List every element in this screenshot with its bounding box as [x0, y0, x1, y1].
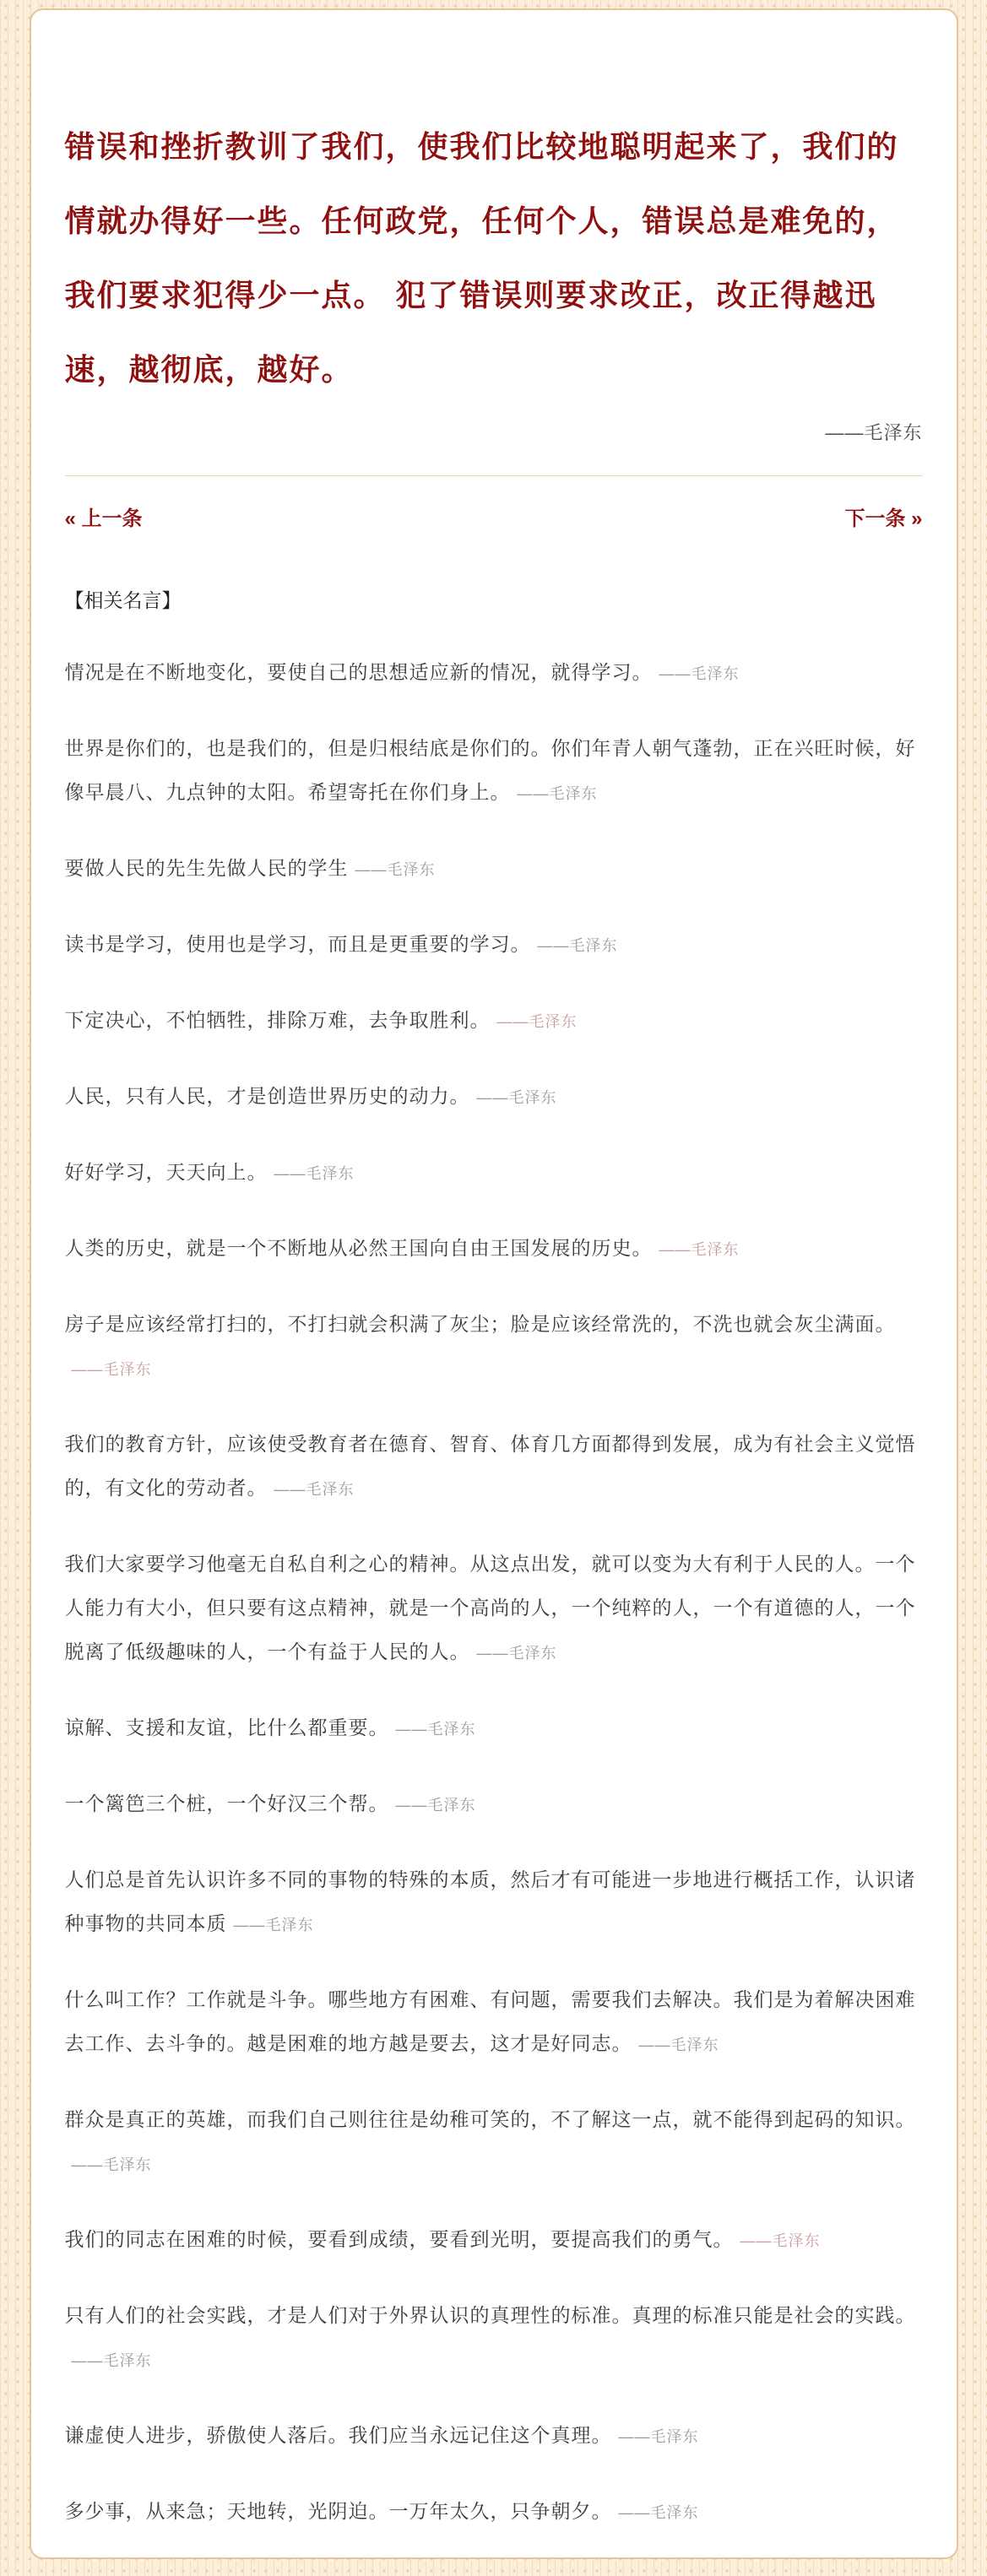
- quote-author-link[interactable]: ——毛泽东: [274, 1165, 355, 1182]
- quote-text: 情况是在不断地变化，要使自己的思想适应新的情况，就得学习。: [64, 661, 653, 683]
- hero-quote: [65, 110, 923, 407]
- quote-item: [65, 2097, 923, 2187]
- quote-text: 下定决心，不怕牺牲，排除万难，去争取胜利。: [64, 1009, 491, 1031]
- quote-item: [65, 846, 923, 892]
- quote-author-link[interactable]: ——毛泽东: [71, 2352, 152, 2369]
- quote-author-link[interactable]: ——毛泽东: [395, 1721, 476, 1738]
- related-section-title: 【相关名言】: [64, 589, 182, 611]
- quote-text: 多少事，从来急；天地转，光阴迫。一万年太久，只争朝夕。: [64, 2500, 612, 2522]
- quote-author-link[interactable]: ——毛泽东: [537, 937, 618, 954]
- quote-author-link[interactable]: ——毛泽东: [355, 861, 436, 878]
- quote-item: [65, 2217, 923, 2263]
- page-background: [0, 8, 987, 2576]
- hero-quote-line: 错误和挫折教训了我们，使我们比较地聪明起来了，我们的: [64, 129, 899, 164]
- quote-author-link[interactable]: ——毛泽东: [659, 665, 740, 682]
- quote-text: 谅解、支援和友谊，比什么都重要。: [64, 1716, 389, 1738]
- quote-text: 世界是你们的，也是我们的，但是归根结底是你们的。你们年青人朝气蓬勃，正在兴旺时候，好像早晨八、九点钟的太阳。希望寄托在你们身上。: [64, 737, 916, 803]
- section-divider: [65, 475, 923, 476]
- quote-text: 一个篱笆三个桩，一个好汉三个帮。: [64, 1792, 389, 1814]
- quote-item: [65, 2413, 923, 2459]
- quote-text: 人们总是首先认识许多不同的事物的特殊的本质，然后才有可能进一步地进行概括工作，认识诸种事物的共同本质: [64, 1868, 916, 1934]
- quote-author-link[interactable]: ——毛泽东: [638, 2036, 719, 2053]
- quote-author-link[interactable]: ——毛泽东: [476, 1089, 557, 1106]
- hero-quote-line: 我们要求犯得少一点。 犯了错误则要求改正，改正得越迅: [64, 278, 877, 312]
- quote-item: [65, 1542, 923, 1675]
- quote-item: [65, 1857, 923, 1947]
- quote-text: 人民，只有人民，才是创造世界历史的动力。: [64, 1085, 470, 1107]
- quote-item: [65, 1226, 923, 1272]
- quote-text: 我们大家要学习他毫无自私自利之心的精神。从这点出发，就可以变为大有利于人民的人。一个人能力有大小，但只要有这点精神，就是一个高尚的人，一个纯粹的人，一个有道德的人，一个脱离了低级趣味的人，一个有益于人民的人。: [64, 1553, 916, 1662]
- quote-text: 谦虚使人进步，骄傲使人落后。我们应当永远记住这个真理。: [64, 2424, 612, 2446]
- quote-text: 房子是应该经常打扫的，不打扫就会积满了灰尘；脸是应该经常洗的，不洗也就会灰尘满面。: [64, 1313, 896, 1335]
- quote-author-link[interactable]: ——毛泽东: [618, 2428, 699, 2445]
- hero-quote-line: 速，越彻底，越好。: [64, 352, 354, 387]
- prev-link[interactable]: « 上一条: [64, 507, 143, 530]
- hero-quote-line: 情就办得好一些。任何政党，任何个人，错误总是难免的，: [64, 203, 899, 238]
- quote-item: [65, 650, 923, 696]
- pagination-nav: [65, 502, 923, 531]
- quote-item: [65, 1150, 923, 1196]
- quote-item: [65, 1706, 923, 1751]
- quote-text: 好好学习，天天向上。: [64, 1161, 268, 1183]
- next-link[interactable]: 下一条 »: [844, 507, 923, 530]
- quote-text: 读书是学习，使用也是学习，而且是更重要的学习。: [64, 933, 531, 955]
- quote-text: 要做人民的先生先做人民的学生: [64, 857, 349, 879]
- quote-author-link[interactable]: ——毛泽东: [233, 1917, 314, 1933]
- quote-author-link[interactable]: ——毛泽东: [274, 1481, 355, 1498]
- quote-item: [65, 1302, 923, 1391]
- quote-author-link[interactable]: ——毛泽东: [395, 1797, 476, 1814]
- quote-item: [65, 1977, 923, 2067]
- quote-item: [65, 1074, 923, 1120]
- quote-author-link[interactable]: ——毛泽东: [496, 1013, 578, 1030]
- quote-text: 只有人们的社会实践，才是人们对于外界认识的真理性的标准。真理的标准只能是社会的实践。: [64, 2304, 916, 2326]
- quote-author-link[interactable]: ——毛泽东: [476, 1645, 557, 1662]
- quote-author-link[interactable]: ——毛泽东: [517, 785, 598, 802]
- content-card: [30, 8, 958, 2559]
- quote-item: [65, 726, 923, 816]
- quote-item: [65, 2293, 923, 2383]
- quote-item: [65, 922, 923, 968]
- quote-author-link[interactable]: ——毛泽东: [740, 2232, 821, 2249]
- quote-item: [65, 1422, 923, 1511]
- quote-author-link[interactable]: ——毛泽东: [71, 1361, 152, 1378]
- quotes-list: [65, 650, 923, 2535]
- quote-author-link[interactable]: ——毛泽东: [71, 2156, 152, 2173]
- quote-author-link[interactable]: ——毛泽东: [659, 1241, 740, 1258]
- quote-item: [65, 2489, 923, 2535]
- quote-item: [65, 998, 923, 1044]
- hero-attribution: ——毛泽东: [825, 422, 923, 443]
- quote-text: 我们的同志在困难的时候，要看到成绩，要看到光明，要提高我们的勇气。: [64, 2228, 734, 2250]
- quote-text: 群众是真正的英雄，而我们自己则往往是幼稚可笑的，不了解这一点，就不能得到起码的知识。: [64, 2108, 916, 2130]
- quote-text: 什么叫工作？工作就是斗争。哪些地方有困难、有问题，需要我们去解决。我们是为着解决困难去工作、去斗争的。越是困难的地方越是要去，这才是好同志。: [64, 1988, 916, 2054]
- quote-item: [65, 1782, 923, 1827]
- quote-text: 我们的教育方针，应该使受教育者在德育、智育、体育几方面都得到发展，成为有社会主义觉悟的，有文化的劳动者。: [64, 1433, 916, 1499]
- quote-text: 人类的历史，就是一个不断地从必然王国向自由王国发展的历史。: [64, 1237, 653, 1259]
- quote-author-link[interactable]: ——毛泽东: [618, 2504, 699, 2521]
